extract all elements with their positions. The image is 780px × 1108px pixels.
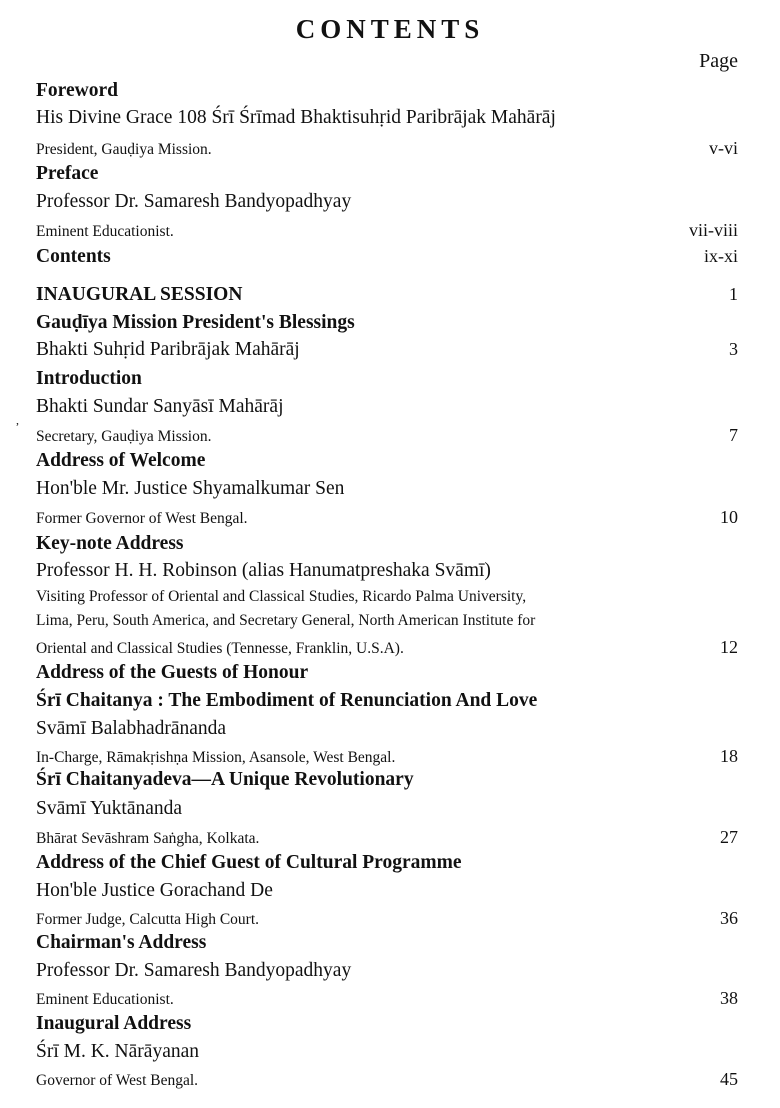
toc-entry-heading: [36, 246, 738, 268]
toc-entry-heading: [36, 932, 738, 954]
toc-entry-text: Śrī Chaitanyadeva—A Unique Revolutionary: [36, 769, 414, 790]
toc-entry-name: [36, 191, 738, 213]
toc-entry-text: Śrī M. K. Nārāyanan: [36, 1041, 199, 1062]
toc-entry-text: Former Governor of West Bengal.: [36, 510, 248, 527]
toc-entry-text: Preface: [36, 163, 99, 184]
toc-entry-heading: [36, 1013, 738, 1035]
page-title: CONTENTS: [295, 14, 485, 44]
toc-entry-text: Introduction: [36, 368, 142, 389]
toc-entry-text: Hon'ble Justice Gorachand De: [36, 880, 273, 901]
toc-page-number: vii-viii: [689, 220, 738, 240]
toc-entry-desc: [36, 827, 738, 848]
toc-entry-text: Eminent Educationist.: [36, 991, 174, 1008]
toc-page-number: 38: [720, 988, 738, 1008]
toc-entry-name: [36, 107, 738, 129]
toc-entry-text: Secretary, Gauḍiya Mission.: [36, 428, 212, 445]
toc-entry-desc: [36, 425, 738, 446]
page-column-label: Page: [699, 50, 738, 72]
toc-entry-text: Address of Welcome: [36, 450, 206, 471]
toc-entry-name: [36, 478, 738, 500]
toc-entry-text: In-Charge, Rāmakṛishṇa Mission, Asansole, West Bengal.: [36, 749, 396, 766]
toc-entry-name: [36, 339, 738, 361]
toc-entry-desc: [36, 746, 738, 767]
toc-page-number: v-vi: [709, 138, 738, 158]
toc-page-number: 3: [729, 339, 738, 359]
toc-page-number: 36: [720, 908, 738, 928]
toc-entry-desc: [36, 988, 738, 1009]
toc-entry-desc: [36, 138, 738, 159]
toc-entry-text: INAUGURAL SESSION: [36, 284, 243, 305]
toc-entry-text: Svāmī Balabhadrānanda: [36, 718, 227, 739]
toc-entry-text: Hon'ble Mr. Justice Shyamalkumar Sen: [36, 478, 345, 499]
toc-entry-heading: [36, 852, 738, 874]
toc-entry-text: Former Judge, Calcutta High Court.: [36, 911, 259, 928]
toc-entry-text: Svāmī Yuktānanda: [36, 798, 183, 819]
toc-entry-desc: [36, 908, 738, 929]
toc-entry-text: Key-note Address: [36, 533, 184, 554]
toc-entry-text: Address of the Chief Guest of Cultural Programme: [36, 852, 462, 873]
toc-entry-text: President, Gauḍiya Mission.: [36, 141, 212, 158]
toc-entry-text: Bhakti Sundar Sanyāsī Mahārāj: [36, 396, 284, 417]
toc-entry-text: Governor of West Bengal.: [36, 1072, 199, 1089]
toc-entry-text: Bhakti Suhṛid Paribrājak Mahārāj: [36, 339, 300, 360]
toc-entry-heading: [36, 769, 738, 791]
toc-entry-text: Lima, Peru, South America, and Secretary General, North American Institute for: [36, 612, 536, 629]
toc-entry-text: Oriental and Classical Studies (Tennesse, Franklin, U.S.A).: [36, 640, 404, 657]
toc-entry-desc: [36, 1069, 738, 1090]
toc-entry-text: Śrī Chaitanya : The Embodiment of Renunciation And Love: [36, 690, 538, 711]
toc-entry-name: [36, 560, 738, 582]
toc-entry-desc: [36, 637, 738, 658]
toc-page-number: 10: [720, 507, 738, 527]
toc-entry-text: His Divine Grace 108 Śrī Śrīmad Bhaktisuhṛid Paribrājak Mahārāj: [36, 107, 556, 128]
toc-entry-text: Gauḍīya Mission President's Blessings: [36, 312, 355, 333]
toc-entry-name: [36, 798, 738, 820]
toc-page-number: 18: [720, 746, 738, 766]
toc-entry-text: Professor Dr. Samaresh Bandyopadhyay: [36, 191, 352, 212]
toc-entry-text: Chairman's Address: [36, 932, 207, 953]
toc-entry-text: Visiting Professor of Oriental and Classical Studies, Ricardo Palma University,: [36, 588, 527, 605]
toc-entry-text: Address of the Guests of Honour: [36, 662, 309, 683]
toc-entry-desc: [36, 588, 738, 606]
toc-page-number: 45: [720, 1069, 738, 1089]
stray-mark: ,: [16, 413, 19, 427]
toc-entry-text: Professor Dr. Samaresh Bandyopadhyay: [36, 960, 352, 981]
toc-entry-desc: [36, 507, 738, 528]
toc-page-number: 7: [729, 425, 738, 445]
toc-entry-name: [36, 396, 738, 418]
toc-entry-heading: [36, 163, 738, 185]
toc-entry-text: Professor H. H. Robinson (alias Hanumatpreshaka Svāmī): [36, 560, 491, 581]
toc-entry-name: [36, 718, 738, 740]
toc-entry-heading: [36, 533, 738, 555]
toc-page-number: 1: [729, 284, 738, 304]
toc-entry-text: Bhārat Sevāshram Saṅgha, Kolkata.: [36, 830, 260, 847]
toc-page-number: 27: [720, 827, 738, 847]
toc-entry-heading: [36, 450, 738, 472]
toc-entry-heading: [36, 662, 738, 684]
toc-entry-text: Contents: [36, 246, 111, 267]
toc-entry-heading: [36, 690, 738, 712]
toc-entry-name: [36, 880, 738, 902]
toc-entry-name: [36, 1041, 738, 1063]
toc-entry-text: Inaugural Address: [36, 1013, 192, 1034]
toc-entry-heading: [36, 80, 738, 102]
toc-entry-desc: [36, 220, 738, 241]
toc-page-number: ix-xi: [704, 246, 738, 266]
toc-page-number: 12: [720, 637, 738, 657]
toc-entry-session: [36, 284, 738, 306]
toc-entry-heading: [36, 312, 738, 334]
toc-entry-name: [36, 960, 738, 982]
toc-entry-text: Foreword: [36, 80, 118, 101]
toc-entry-desc: [36, 612, 738, 630]
toc-entry-heading: [36, 368, 738, 390]
toc-entry-text: Eminent Educationist.: [36, 223, 174, 240]
